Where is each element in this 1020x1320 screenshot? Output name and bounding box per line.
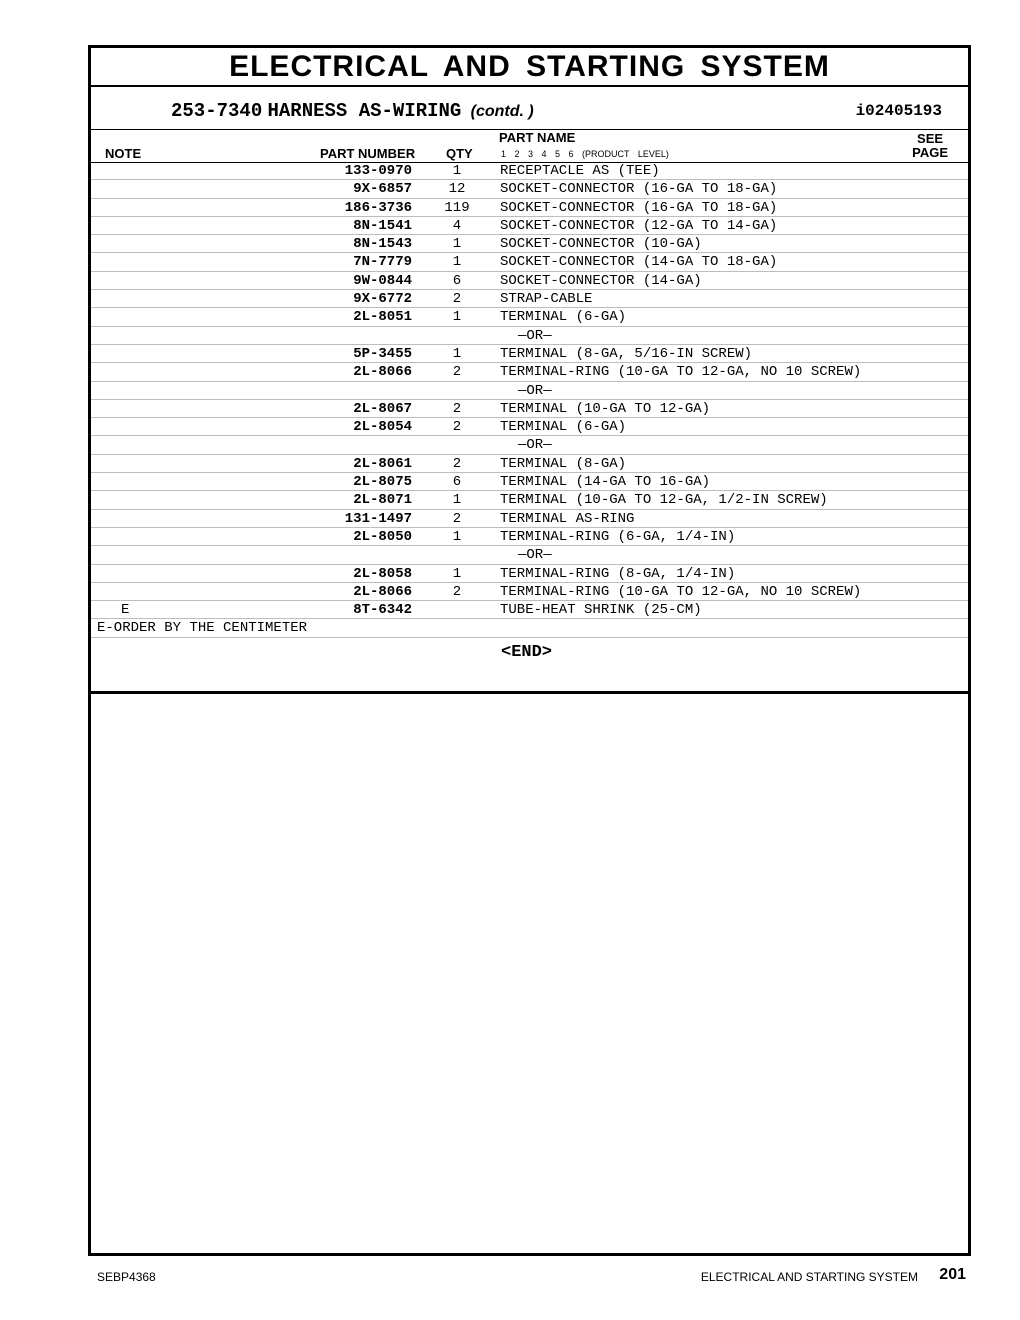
- part-name-cell: SOCKET-CONNECTOR (12-GA TO 14-GA): [500, 217, 778, 234]
- part-number-cell: 8T-6342: [353, 602, 412, 619]
- table-row: [91, 217, 968, 235]
- part-number-cell: 8N-1543: [353, 236, 412, 253]
- table-row: [91, 583, 968, 601]
- qty-cell: 1: [452, 163, 462, 179]
- part-name-cell: SOCKET-CONNECTOR (16-GA TO 18-GA): [500, 181, 778, 198]
- qty-cell: 12: [448, 181, 466, 198]
- part-number-cell: 8N-1541: [353, 217, 412, 234]
- qty-cell: 2: [452, 291, 462, 308]
- page-label: PAGE: [912, 145, 948, 160]
- assembly-title: [171, 100, 534, 122]
- table-row: [91, 510, 968, 528]
- part-number-cell: 2L-8066: [353, 583, 412, 600]
- column-header-qty: QTY: [446, 146, 473, 161]
- part-name-cell: SOCKET-CONNECTOR (10-GA): [500, 236, 702, 253]
- qty-cell: 1: [452, 492, 462, 509]
- part-name-cell: —OR—: [518, 437, 552, 454]
- part-number-cell: 2L-8050: [353, 528, 412, 545]
- part-name-cell: TERMINAL-RING (10-GA TO 12-GA, NO 10 SCREW): [500, 583, 862, 600]
- footer-doc-number: SEBP4368: [97, 1270, 156, 1284]
- table-row: [91, 235, 968, 253]
- part-number-cell: 186-3736: [344, 199, 412, 216]
- qty-cell: 119: [444, 199, 470, 216]
- continued-label: (contd. ): [470, 103, 534, 120]
- column-header-note: NOTE: [105, 146, 142, 161]
- part-name-cell: TERMINAL (6-GA): [500, 309, 627, 326]
- qty-cell: 6: [452, 474, 462, 491]
- table-row: [91, 180, 968, 198]
- part-name-cell: TERMINAL (6-GA): [500, 419, 627, 436]
- qty-cell: 4: [452, 217, 462, 234]
- part-name-cell: TERMINAL AS-RING: [500, 510, 635, 527]
- qty-cell: 1: [452, 236, 462, 253]
- part-number-cell: 131-1497: [344, 510, 412, 527]
- assembly-name: HARNESS AS-WIRING: [267, 100, 462, 122]
- table-row: [91, 272, 968, 290]
- part-name-cell: TERMINAL-RING (8-GA, 1/4-IN): [500, 565, 736, 582]
- part-name-cell: SOCKET-CONNECTOR (14-GA): [500, 272, 702, 289]
- table-row: [91, 565, 968, 583]
- part-number-cell: 2L-8058: [353, 565, 412, 582]
- part-number-cell: 2L-8067: [353, 400, 412, 417]
- part-name-cell: TUBE-HEAT SHRINK (25-CM): [500, 602, 702, 619]
- table-row: [91, 162, 968, 180]
- part-number-cell: 2L-8061: [353, 455, 412, 472]
- part-name-cell: TERMINAL (8-GA, 5/16-IN SCREW): [500, 345, 753, 362]
- part-number-cell: 2L-8054: [353, 419, 412, 436]
- parts-list: [91, 162, 968, 638]
- part-name-cell: TERMINAL (14-GA TO 16-GA): [500, 474, 711, 491]
- qty-cell: 2: [452, 583, 462, 600]
- column-header-part-name: PART NAME: [499, 130, 576, 145]
- part-name-cell: TERMINAL (8-GA): [500, 455, 627, 472]
- part-number-cell: 9X-6857: [353, 181, 412, 198]
- table-row: [91, 528, 968, 546]
- part-name-cell: TERMINAL-RING (10-GA TO 12-GA, NO 10 SCREW): [500, 364, 862, 381]
- qty-cell: 1: [452, 528, 462, 545]
- part-number-cell: 9X-6772: [353, 291, 412, 308]
- part-name-cell: TERMINAL (10-GA TO 12-GA): [500, 400, 711, 417]
- part-number-cell: 2L-8051: [353, 309, 412, 326]
- part-name-cell: STRAP-CABLE: [500, 291, 593, 308]
- footer-page-number: 201: [939, 1266, 966, 1283]
- qty-cell: 2: [452, 364, 462, 381]
- part-name-cell: —OR—: [518, 547, 552, 564]
- part-name-cell: RECEPTACLE AS (TEE): [500, 163, 660, 179]
- table-row: [91, 253, 968, 271]
- table-row: [91, 455, 968, 473]
- note-cell: E: [121, 602, 130, 619]
- see-label: SEE: [917, 131, 944, 146]
- section-divider: [91, 691, 968, 694]
- table-row: [91, 418, 968, 436]
- qty-cell: 6: [452, 272, 462, 289]
- part-number-cell: 2L-8066: [353, 364, 412, 381]
- part-number-cell: 9W-0844: [353, 272, 412, 289]
- note-line: [91, 619, 968, 637]
- table-row: [91, 491, 968, 509]
- column-headers: [91, 130, 968, 163]
- assembly-header: [91, 87, 968, 130]
- qty-cell: 1: [452, 565, 462, 582]
- part-number-cell: 5P-3455: [353, 345, 412, 362]
- part-name-cell: SOCKET-CONNECTOR (16-GA TO 18-GA): [500, 199, 778, 216]
- or-separator-row: [91, 436, 968, 454]
- table-row: [91, 308, 968, 326]
- end-marker: <END>: [501, 643, 553, 662]
- qty-cell: 1: [452, 254, 462, 271]
- table-row: [91, 290, 968, 308]
- note-text: E-ORDER BY THE CENTIMETER: [97, 620, 308, 637]
- qty-cell: 2: [452, 455, 462, 472]
- qty-cell: 1: [452, 309, 462, 326]
- part-name-cell: TERMINAL (10-GA TO 12-GA, 1/2-IN SCREW): [500, 492, 828, 509]
- qty-cell: 2: [452, 419, 462, 436]
- assembly-number: 253-7340: [171, 100, 263, 122]
- illustration-id: i02405193: [855, 102, 942, 120]
- page-title: ELECTRICAL AND STARTING SYSTEM: [91, 48, 968, 87]
- table-row: [91, 601, 968, 619]
- page-frame: [88, 45, 971, 1256]
- or-separator-row: [91, 546, 968, 564]
- qty-cell: 2: [452, 400, 462, 417]
- part-number-cell: 2L-8075: [353, 474, 412, 491]
- table-row: [91, 345, 968, 363]
- column-header-product-level: 1 2 3 4 5 6 (PRODUCT LEVEL): [501, 149, 669, 159]
- or-separator-row: [91, 382, 968, 400]
- table-row: [91, 400, 968, 418]
- part-name-cell: —OR—: [518, 382, 552, 399]
- column-header-part-number: PART NUMBER: [320, 146, 416, 161]
- or-separator-row: [91, 327, 968, 345]
- column-header-see-page: [912, 132, 948, 160]
- qty-cell: 1: [452, 345, 462, 362]
- part-number-cell: 133-0970: [344, 163, 412, 179]
- part-number-cell: 2L-8071: [353, 492, 412, 509]
- table-row: [91, 199, 968, 217]
- part-name-cell: TERMINAL-RING (6-GA, 1/4-IN): [500, 528, 736, 545]
- part-number-cell: 7N-7779: [353, 254, 412, 271]
- table-row: [91, 473, 968, 491]
- footer-section: ELECTRICAL AND STARTING SYSTEM: [700, 1270, 918, 1284]
- table-row: [91, 363, 968, 381]
- qty-cell: 2: [452, 510, 462, 527]
- part-name-cell: —OR—: [518, 327, 552, 344]
- part-name-cell: SOCKET-CONNECTOR (14-GA TO 18-GA): [500, 254, 778, 271]
